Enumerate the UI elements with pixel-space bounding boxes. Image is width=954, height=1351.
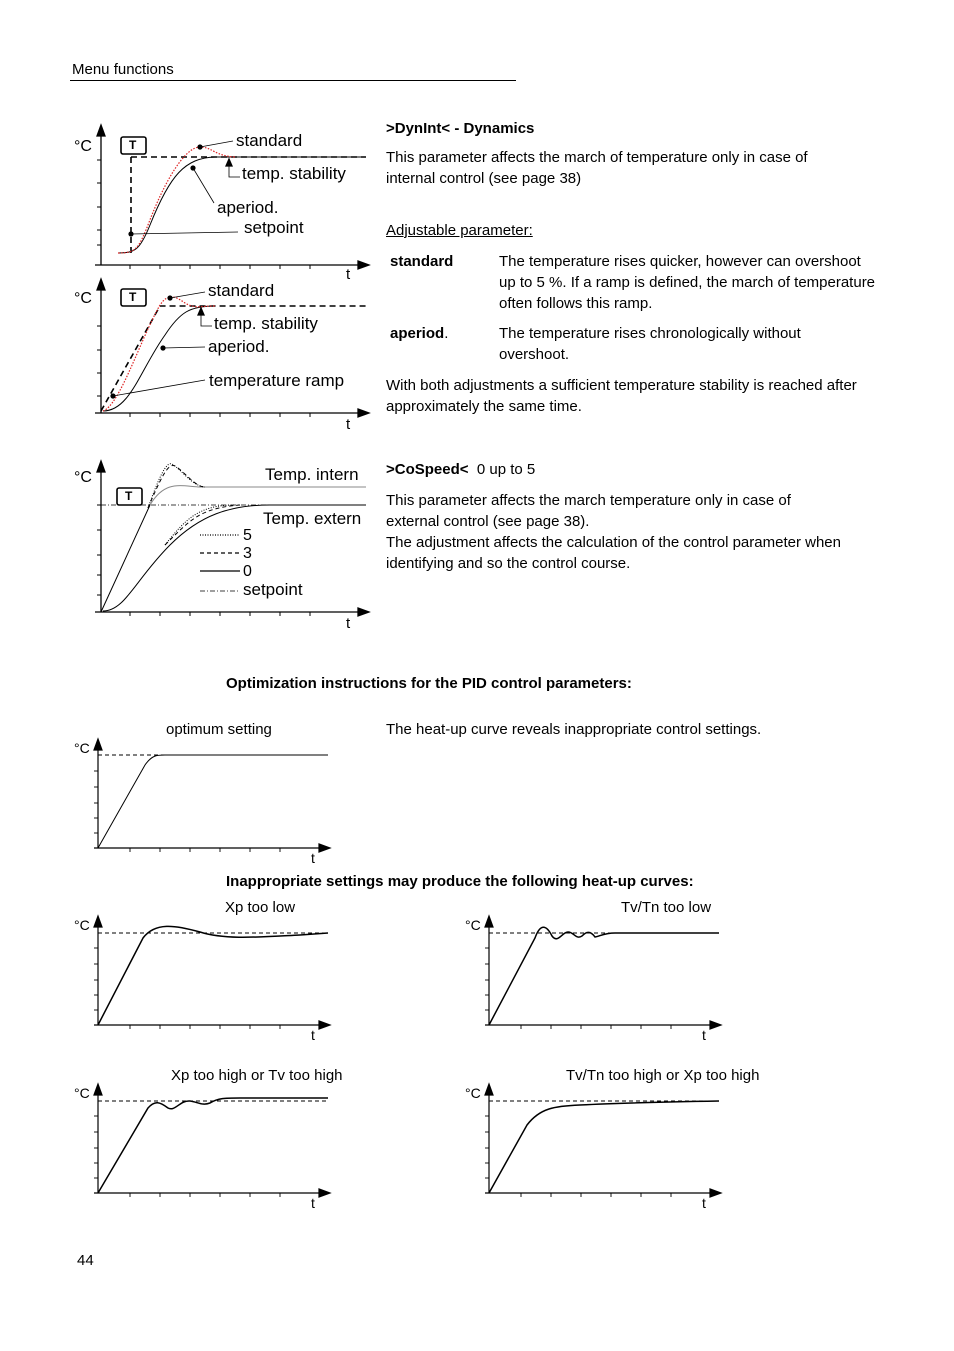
tvtn-too-high-title: Tv/Tn too high or Xp too high <box>566 1067 760 1084</box>
xp-high-ylabel: °C <box>74 1085 90 1101</box>
tvtn-high-xlabel: t <box>702 1195 706 1211</box>
param-aperiod-suffix: . <box>444 325 449 342</box>
inappropriate-heading: Inappropriate settings may produce the following heat-up curves: <box>226 873 694 890</box>
dynint-outro: With both adjustments a sufficient temperature stability is reached after approximately the same time. <box>386 377 857 415</box>
g2-aperiod-label: aperiod. <box>208 337 270 356</box>
xp-too-high-title: Xp too high or Tv too high <box>171 1067 343 1084</box>
g3-legend-5-label: 5 <box>243 527 252 544</box>
g2-ramp-label: temperature ramp <box>209 371 345 390</box>
tvtn-low-xlabel: t <box>702 1027 706 1043</box>
g1-box-label: T <box>129 138 137 152</box>
g2-box-label: T <box>129 290 137 304</box>
tvtn-high-ylabel: °C <box>465 1085 481 1101</box>
g2-standard-label: standard <box>208 281 275 300</box>
param-aperiod-desc: The temperature rises chronologically without overshoot. <box>499 325 801 363</box>
optimum-text: The heat-up curve reveals inappropriate control settings. <box>386 721 762 738</box>
graph-tvtn-too-low <box>485 916 721 1029</box>
optimum-xlabel: t <box>311 850 315 866</box>
xp-high-xlabel: t <box>311 1195 315 1211</box>
param-standard-desc: The temperature rises quicker, however can overshoot up to 5 %. If a ramp is defined, the march of temperature often follows this ramp. <box>499 253 876 312</box>
g1-xlabel: t <box>346 266 351 283</box>
xp-low-xlabel: t <box>311 1027 315 1043</box>
param-aperiod-bold: aperiod <box>390 325 445 342</box>
g1-ylabel: °C <box>74 138 92 155</box>
adjustable-parameter-label: Adjustable parameter: <box>386 222 533 239</box>
g2-stability-label: temp. stability <box>214 314 318 333</box>
dynint-title: >DynInt< - Dynamics <box>386 120 535 137</box>
optimum-ylabel: °C <box>74 740 90 756</box>
dynint-intro: This parameter affects the march of temperature only in case of internal control (see page 38) <box>386 149 808 187</box>
g1-setpoint-label: setpoint <box>244 218 304 237</box>
g3-ylabel: °C <box>74 469 92 486</box>
xp-too-low-title: Xp too low <box>225 899 296 916</box>
cospeed-range: 0 up to 5 <box>476 461 536 478</box>
page-number: 44 <box>77 1252 94 1269</box>
cospeed-para2: The adjustment affects the calculation of the control parameter when identifying and so the control course. <box>386 534 841 572</box>
g3-legend-0-label: 0 <box>243 563 252 580</box>
g1-stability-label: temp. stability <box>242 164 346 183</box>
g3-legend-setpoint-label: setpoint <box>243 580 303 599</box>
g1-standard-label: standard <box>236 131 303 150</box>
g2-ylabel: °C <box>74 290 92 307</box>
graph-xp-too-high <box>94 1084 330 1197</box>
graph-tvtn-too-high <box>485 1084 721 1197</box>
optimization-heading: Optimization instructions for the PID control parameters: <box>226 675 632 692</box>
param-standard-name: standard <box>390 253 454 270</box>
cospeed-title: >CoSpeed< <box>386 461 469 478</box>
g3-extern-label: Temp. extern <box>263 509 362 528</box>
g3-intern-label: Temp. intern <box>265 465 359 484</box>
g1-aperiod-label: aperiod. <box>217 198 279 217</box>
cospeed-para1: This parameter affects the march temperature only in case of external control (see page 38). <box>386 492 791 530</box>
g2-xlabel: t <box>346 416 351 433</box>
graph-xp-too-low <box>94 916 330 1029</box>
g3-legend-3-label: 3 <box>243 545 252 562</box>
tvtn-too-low-title: Tv/Tn too low <box>621 899 712 916</box>
optimum-title: optimum setting <box>166 721 272 738</box>
xp-low-ylabel: °C <box>74 917 90 933</box>
tvtn-low-ylabel: °C <box>465 917 481 933</box>
g3-xlabel: t <box>346 615 351 632</box>
running-header: Menu functions <box>72 61 174 78</box>
g3-box-label: T <box>125 489 133 503</box>
